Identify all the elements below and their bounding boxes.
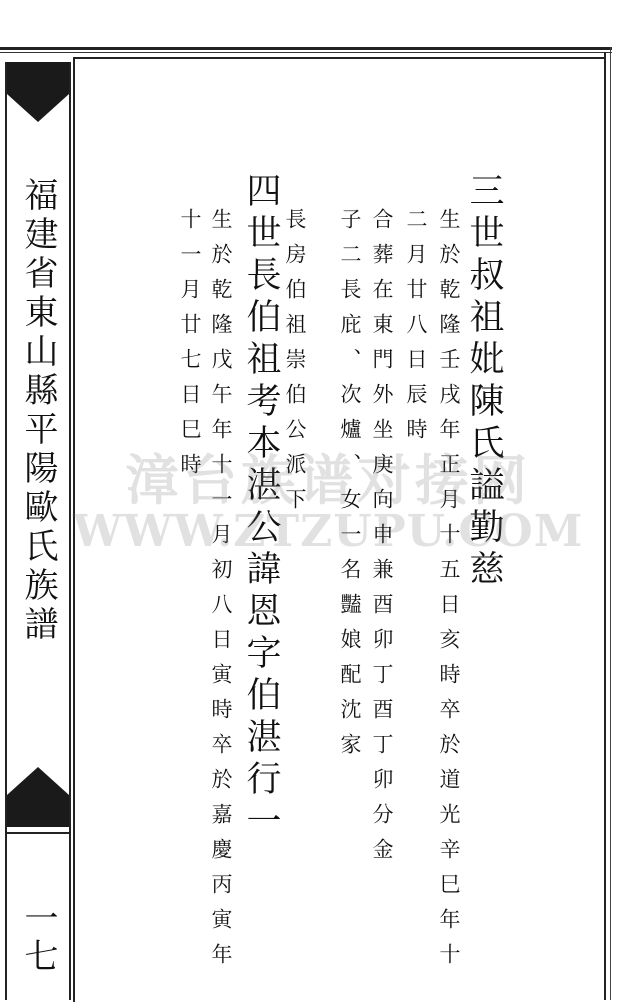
entry-heading: 四世長伯祖考本湛公諱恩字伯湛行一 (241, 172, 281, 844)
fish-tail-bottom-ornament (7, 767, 69, 827)
entry-line: 生於乾隆壬戌年正月十五日亥時卒於道光辛巳年十 (437, 208, 461, 978)
page-top-border (0, 47, 612, 50)
entry-line: 合葬在東門外坐庚向申兼酉卯丁酉丁卯分金 (370, 208, 394, 873)
page-number: 一七 (18, 900, 58, 976)
margin-divider (7, 832, 69, 834)
entry-note: 長房伯祖崇伯公派下 (283, 208, 307, 523)
watermark-url: WWW.ZTZUPU.COM (72, 506, 584, 557)
fish-tail-top-ornament (7, 62, 69, 122)
page-right-border-outer (610, 47, 611, 1000)
entry-line: 十一月廿七日巳時 (178, 208, 202, 488)
entry-line: 二月廿八日辰時 (404, 208, 428, 453)
book-title: 福建省東山縣平陽歐氏族譜 (18, 177, 58, 645)
page-top-border-inner (0, 52, 612, 53)
entry-line: 生於乾隆戊午年十一月初八日寅時卒於嘉慶丙寅年 (209, 208, 233, 978)
watermark-text: 漳台族谱对接网 (125, 449, 531, 512)
entry-heading: 三世叔祖妣陳氏謚勤慈 (464, 172, 504, 592)
margin-column (5, 62, 71, 1000)
entry-line: 子二長庇、次爐、女一名豔娘配沈家 (338, 208, 362, 768)
